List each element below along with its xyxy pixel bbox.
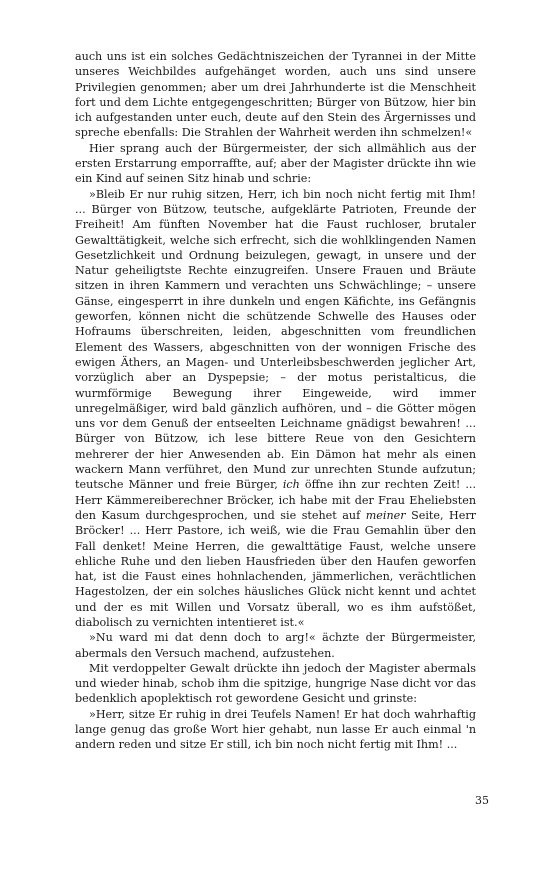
paragraph-4: »Nu ward mi dat denn doch to arg!« ächzte der Bürgermeister, abermals den Versuch machend, aufzustehen. (75, 631, 476, 660)
paragraph-3-italic-ich: ich (282, 478, 300, 492)
paragraph-1: auch uns ist ein solches Gedächtniszeichen der Tyrannei in der Mitte unseres Weichbildes aufgehänget worden, auch uns sind unsere Privilegien genommen; aber um drei Jahrhunderte ist die Menschheit fort und dem Lichte entgegengeschritten; Bürger von Bützow, hier bin ich aufgestanden unter euch, deute auf den Stein des Ärgernisses und spreche ebenfalls: Die Strahlen der Wahrheit werden ihn schmelzen!« (75, 50, 476, 140)
paragraph-3-part-b: öffne ihn zur rechten Zeit! ... Herr Kämmereiberechner Bröcker, ich habe mit der Frau Eheliebsten den Kasum durchgesprochen, und sie stehet auf (75, 478, 476, 522)
paragraph-3-italic-meiner: meiner (365, 508, 406, 522)
paragraph-2: Hier sprang auch der Bürgermeister, der sich allmählich aus der ersten Erstarrung emporraffte, auf; aber der Magister drückte ihn wie ein Kind auf seinen Sitz hinab und schrie: (75, 141, 476, 186)
paragraph-6: »Herr, sitze Er ruhig in drei Teufels Namen! Er hat doch wahrhaftig lange genug das große Wort hier gehabt, nun lasse Er auch einmal 'n andern reden und sitze Er still, ich bin noch nicht fertig mit Ihm! ... (75, 707, 476, 752)
paragraph-3 (75, 187, 476, 631)
paragraph-3-part-a: »Bleib Er nur ruhig sitzen, Herr, ich bin noch nicht fertig mit Ihm! ... Bürger von Bützow, teutsche, aufgeklärte Patrioten, Freunde der Freiheit! Am fünften November hat die Faust ruchloser, brutaler Gewalttätigkeit, welche sich erfrecht, sich die wohlklingenden Namen Gesetzlichkeit und Ordnung beizulegen, gewagt, in unsere und der Natur geheiligtste Rechte einzugreifen. Unsere Frauen und Bräute sitzen in ihren Kammern und verachten uns Schwächlinge; – unsere Gänse, eingesperrt in ihre dunkeln und engen Käfichte, ins Gefängnis geworfen, können nicht die schützende Schwelle des Hauses oder Hofraums überschreiten, leiden, abgeschnitten vom freundlichen Element des Wassers, abgeschnitten von der wonnigen Frische des ewigen Äthers, an Magen- und Unterleibsbeschwerden jeglicher Art, vorzüglich aber an Dyspepsie; – der motus peristalticus, die wurmförmige Bewegung ihrer Eingeweide, wird immer unregelmäßiger, wird bald gänzlich aufhören, und – die Götter mögen uns vor dem Genuß der entseelten Leichname gnädigst bewahren! ... Bürger von Bützow, ich lese bittere Reue von den Gesichtern mehrerer der hier Anwesenden ab. Ein Dämon hat mehr als einen wackern Mann verführet, den Mund zur unrechten Stunde aufzutun; teutsche Männer und freie Bürger, (75, 187, 476, 492)
paragraph-3-part-c: Seite, Herr Bröcker! ... Herr Pastore, ich weiß, wie die Frau Gemahlin über den Fall denket! Meine Herren, die gewalttätige Faust, welche unsere ehliche Ruhe und den lieben Hausfrieden über den Haufen geworfen hat, ist die Faust eines hohnlachenden, jämmerlichen, verächtlichen Hagestolzen, der ein solches häusliches Glück nicht kennt und achtet und der es mit Willen und Vorsatz überall, wo es ihm aufstößet, diabolisch zu vernichten intentieret ist.« (75, 508, 476, 629)
paragraph-5: Mit verdoppelter Gewalt drückte ihn jedoch der Magister abermals und wieder hinab, schob ihm die spitzige, hungrige Nase dicht vor das bedenklich apoplektisch rot gewordene Gesicht und grinste: (75, 661, 476, 706)
page-body (75, 49, 476, 753)
page-number: 35 (475, 794, 489, 807)
